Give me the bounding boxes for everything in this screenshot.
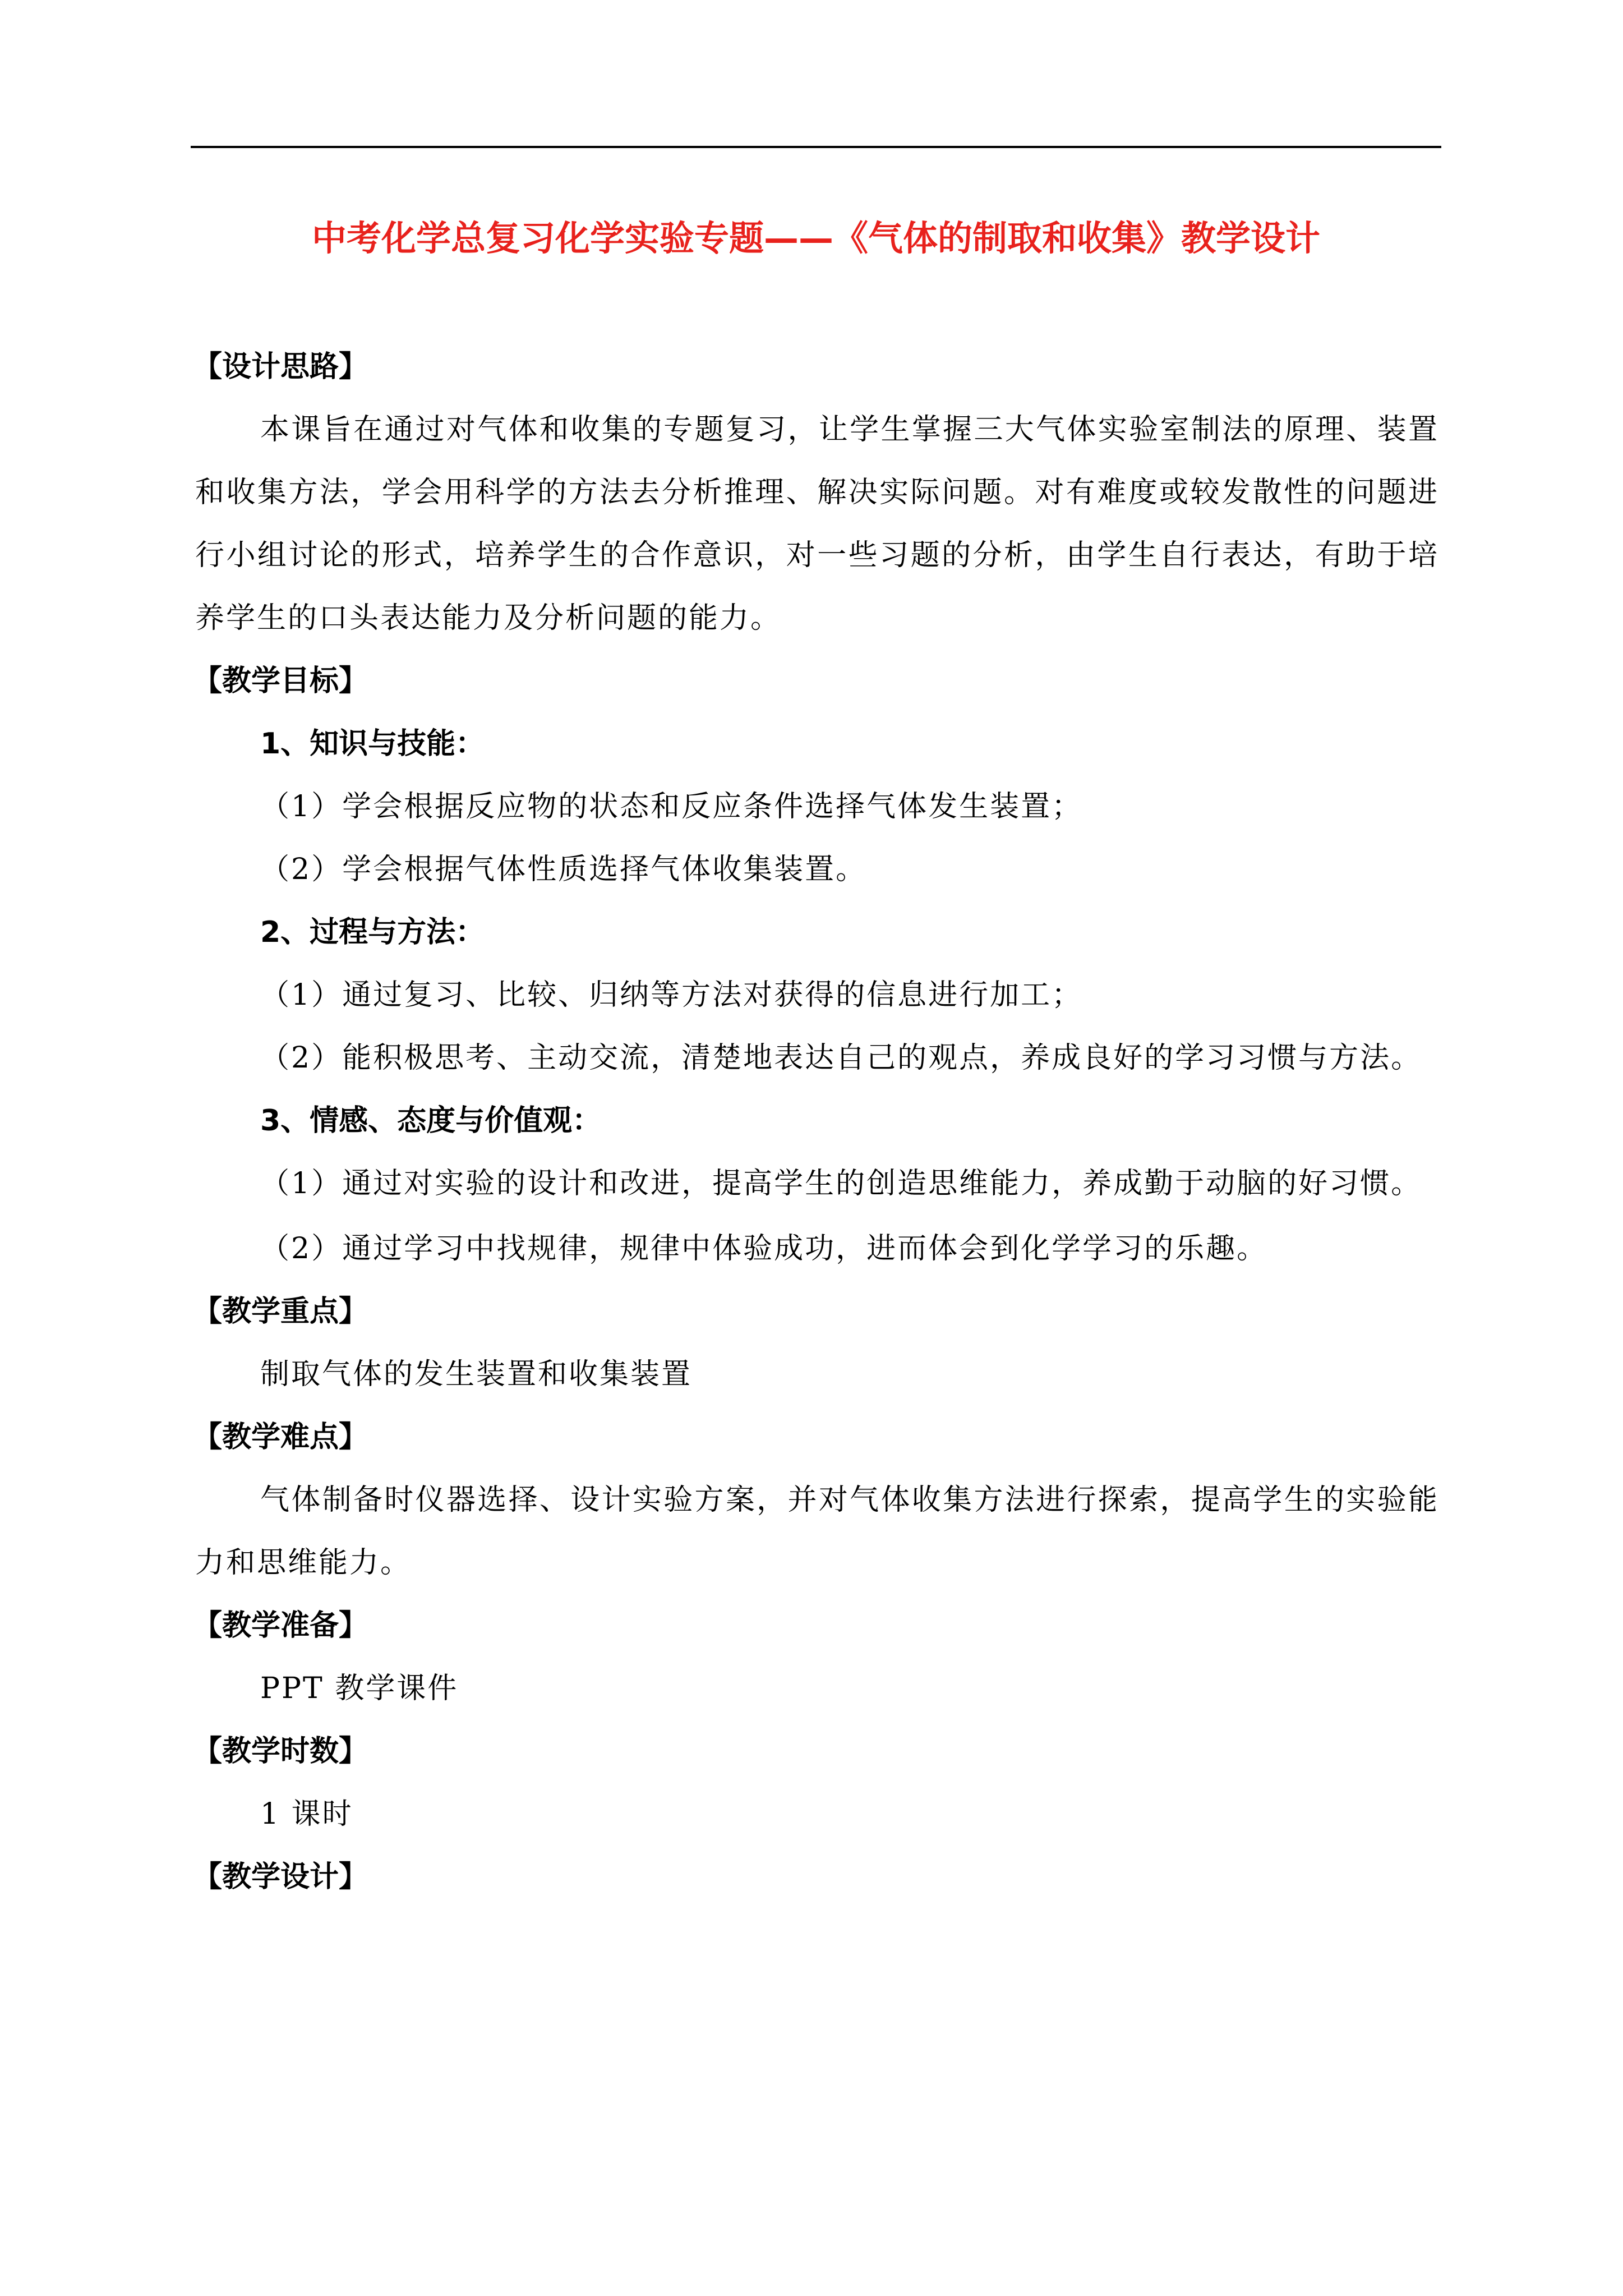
section-heading-goals: 【教学目标】 [193, 664, 368, 698]
goal-1-title: 1、知识与技能： [260, 727, 485, 761]
document-body [195, 335, 1439, 1908]
goal-2-item-2: （2）能积极思考、主动交流，清楚地表达自己的观点，养成良好的学习习惯与方法。 [260, 1041, 1422, 1075]
section-heading-difficulty: 【教学难点】 [193, 1420, 368, 1454]
key-paragraph: 制取气体的发生装置和收集装置 [260, 1358, 693, 1391]
hours-paragraph: 1 课时 [260, 1797, 353, 1831]
section-heading-hours: 【教学时数】 [193, 1734, 368, 1768]
goal-1-item-1: （1）学会根据反应物的状态和反应条件选择气体发生装置； [260, 790, 1083, 823]
section-heading-design: 【设计思路】 [193, 350, 368, 384]
prep-paragraph: PPT 教学课件 [260, 1672, 459, 1705]
section-heading-key: 【教学重点】 [193, 1295, 368, 1328]
goal-3-item-1: （1）通过对实验的设计和改进，提高学生的创造思维能力，养成勤于动脑的好习惯。 [260, 1167, 1422, 1200]
section-heading-prep: 【教学准备】 [193, 1609, 368, 1642]
goal-2-title: 2、过程与方法： [260, 915, 485, 949]
goal-3-item-2: （2）通过学习中找规律，规律中体验成功，进而体会到化学学习的乐趣。 [260, 1232, 1268, 1266]
document-title: 中考化学总复习化学实验专题——《气体的制取和收集》教学设计 [311, 218, 1320, 259]
goal-1-item-2: （2）学会根据气体性质选择气体收集装置。 [260, 853, 867, 886]
header-rule [191, 146, 1441, 148]
design-paragraph: 本课旨在通过对气体和收集的专题复习，让学生掌握三大气体实验室制法的原理、装置和收集方法，学会用科学的方法去分析推理、解决实际问题。对有难度或较发散性的问题进行小组讨论的形式，培养学生的合作意识，对一些习题的分析，由学生自行表达，有助于培养学生的口头表达能力及分析问题的能力。 [195, 413, 1439, 635]
goal-3-title: 3、情感、态度与价值观： [260, 1104, 602, 1138]
difficulty-paragraph: 气体制备时仪器选择、设计实验方案，并对气体收集方法进行探索，提高学生的实验能力和思维能力。 [195, 1483, 1439, 1580]
goal-2-item-1: （1）通过复习、比较、归纳等方法对获得的信息进行加工； [260, 978, 1083, 1012]
section-heading-plan: 【教学设计】 [193, 1860, 368, 1894]
